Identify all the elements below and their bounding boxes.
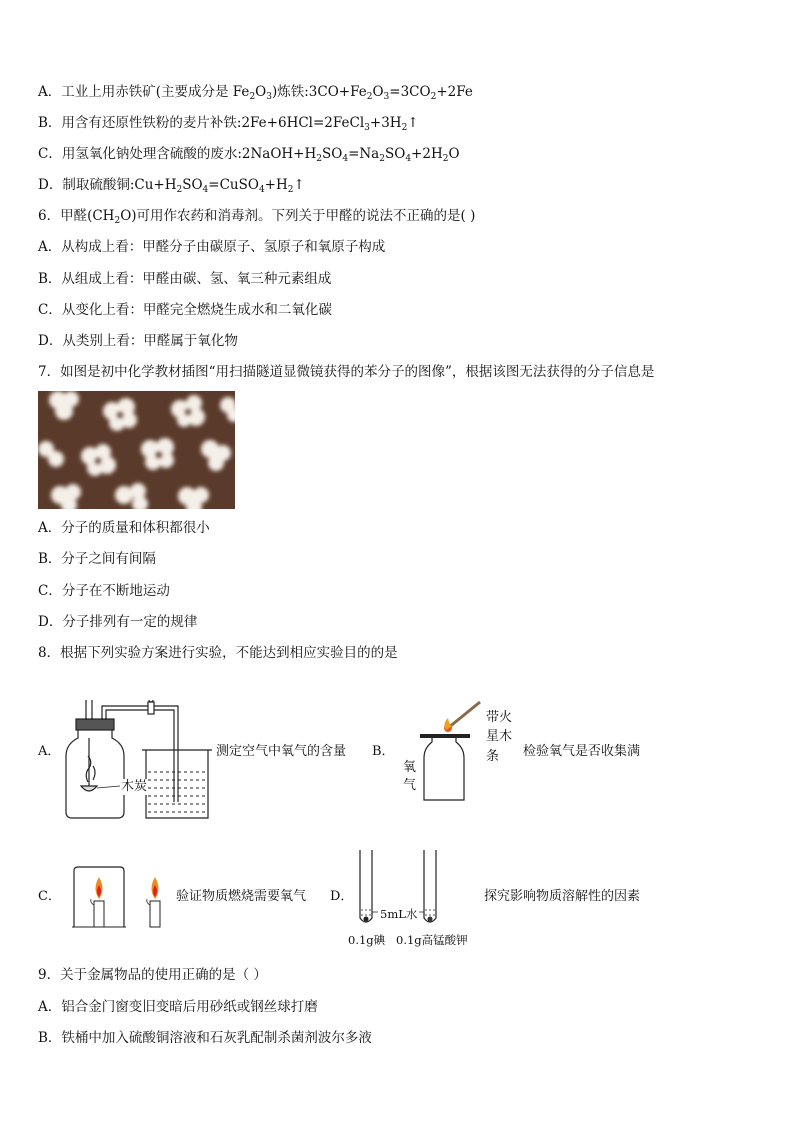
q8b-gas-label-1: 氧 [403,760,417,775]
q7-option-c: C．分子在不断地运动 [38,583,170,599]
q8b-apparatus [418,700,488,804]
q8a-charcoal-label: 木炭 [121,779,148,794]
q8d-iodine-label: 0.1g碘 [348,933,386,947]
q7-option-b: B．分子之间有间隔 [38,551,156,567]
q8a-letter: A． [38,744,61,759]
q5-option-d: D．制取硫酸铜$:Cu+H_2SO_4=CuSO_4+H_2↑$ [38,177,305,195]
q8d-water-label: 5mL水 [380,907,418,921]
q9-stem: 9．关于金属物品的使用正确的是（ ） [38,967,267,983]
q8c-apparatus [72,865,172,933]
q8b-stick-label-1: 带火 [486,710,513,725]
benzene-stm-image [38,391,235,509]
q8b-stick-label-2: 星木 [486,729,513,744]
q6-option-c: C．从变化上看：甲醛完全燃烧生成水和二氧化碳 [38,302,332,318]
q5-option-a: A．工业上用赤铁矿(主要成分是 $Fe_2O_3$)炼铁$:3CO+Fe_2O_3=3CO_2+2Fe$ [38,84,473,102]
q8a-apparatus [62,700,214,822]
q5-option-b: B．用含有还原性铁粉的麦片补铁$:2Fe+6HCl=2FeCl_3+3H_2↑$ [38,115,419,133]
q9-option-b: B．铁桶中加入硫酸铜溶液和石灰乳配制杀菌剂波尔多液 [38,1030,372,1046]
q6-option-b: B．从组成上看：甲醛由碳、氢、氧三种元素组成 [38,271,332,287]
q7-option-a: A．分子的质量和体积都很小 [38,520,210,536]
q7-stem: 7．如图是初中化学教材插图“用扫描隧道显微镜获得的苯分子的图像”，根据该图无法获得的分子信息是 [38,364,655,380]
q8b-stick-label-3: 条 [486,749,500,764]
q8a-caption: 测定空气中氧气的含量 [216,744,347,759]
q8b-caption: 检验氧气是否收集满 [523,744,641,759]
q8c-letter: C． [38,889,61,904]
q8c-caption: 验证物质燃烧需要氧气 [176,889,307,904]
q8d-kmno4-label: 0.1g高锰酸钾 [396,933,468,947]
q9-option-a: A．铝合金门窗变旧变暗后用砂纸或钢丝球打磨 [38,999,318,1015]
q8b-letter: B． [372,744,395,759]
q6-option-a: A．从构成上看：甲醛分子由碳原子、氢原子和氧原子构成 [38,239,386,255]
q6-stem: 6．甲醛$(CH_2O)$可用作农药和消毒剂。下列关于甲醛的说法不正确的是( ) [38,208,476,226]
q8d-caption: 探究影响物质溶解性的因素 [484,889,641,904]
q6-option-d: D．从类别上看：甲醛属于氧化物 [38,333,238,349]
q8b-gas-label-2: 气 [403,778,417,793]
q7-option-d: D．分子排列有一定的规律 [38,614,198,630]
q5-option-c: C．用氢氧化钠处理含硫酸的废水$:2NaOH+H_2SO_4=Na_2SO_4+2H_2O$ [38,146,460,164]
q8-stem: 8．根据下列实验方案进行实验，不能达到相应实验目的的是 [38,645,398,661]
q8d-letter: D． [330,889,354,904]
